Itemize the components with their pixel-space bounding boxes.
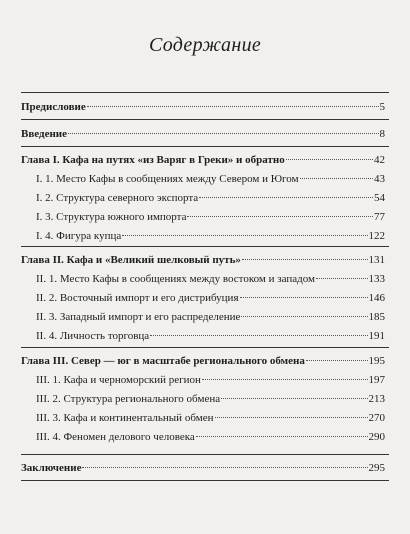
toc-entry-section <box>36 391 385 407</box>
toc-entry-page: 191 <box>368 330 385 342</box>
leader-dots <box>87 106 379 107</box>
toc-entry-section <box>36 228 385 244</box>
leader-dots <box>215 417 368 418</box>
toc-entry-label: III. 3. Кафа и континентальный обмен <box>36 412 214 424</box>
page-title: Содержание <box>148 34 262 56</box>
leader-dots <box>316 278 368 279</box>
toc-entry-page: 54 <box>374 192 385 204</box>
leader-dots <box>286 159 373 160</box>
toc-entry-introduction <box>21 126 385 142</box>
toc-entry-section <box>36 190 385 206</box>
toc-entry-page: 295 <box>368 462 385 474</box>
toc-entry-conclusion <box>21 460 385 476</box>
toc-entry-page: 270 <box>368 412 385 424</box>
toc-entry-chapter-2 <box>21 252 385 268</box>
toc-entry-label: I. 4. Фигура купца <box>36 230 122 242</box>
toc-entry-page: 213 <box>368 393 385 405</box>
leader-dots <box>199 197 373 198</box>
toc-entry-label: II. 4. Личность торговца <box>36 330 150 342</box>
toc-entry-label: III. 4. Феномен делового человека <box>36 431 195 443</box>
toc-entry-page: 197 <box>368 374 385 386</box>
leader-dots <box>187 216 373 217</box>
toc-entry-section <box>36 372 385 388</box>
leader-dots <box>306 360 368 361</box>
toc-entry-page: 146 <box>368 292 385 304</box>
toc-entry-page: 43 <box>374 173 385 185</box>
toc-entry-preface <box>21 99 385 115</box>
leader-dots <box>122 235 367 236</box>
leader-dots <box>82 467 367 468</box>
toc-entry-label: Введение <box>21 128 68 140</box>
toc-entry-page: 8 <box>379 128 385 140</box>
toc-entry-label: I. 2. Структура северного экспорта <box>36 192 199 204</box>
leader-dots <box>240 297 368 298</box>
toc-entry-section <box>36 209 385 225</box>
toc-entry-label: III. 2. Структура регионального обмена <box>36 393 221 405</box>
divider <box>21 119 389 120</box>
toc-entry-chapter-3 <box>21 353 385 369</box>
divider <box>21 347 389 348</box>
toc-entry-page: 131 <box>368 254 385 266</box>
toc-entry-section <box>36 271 385 287</box>
leader-dots <box>241 316 367 317</box>
toc-entry-section <box>36 429 385 445</box>
toc-entry-page: 5 <box>379 101 385 113</box>
toc-entry-section <box>36 309 385 325</box>
leader-dots <box>68 133 378 134</box>
leader-dots <box>196 436 368 437</box>
toc-entry-label: I. 3. Структура южного импорта <box>36 211 187 223</box>
toc-entry-label: III. 1. Кафа и черноморский регион <box>36 374 201 386</box>
toc-entry-label: II. 3. Западный импорт и его распределение <box>36 311 241 323</box>
toc-entry-section <box>36 328 385 344</box>
toc-entry-section <box>36 290 385 306</box>
toc-entry-label: Глава I. Кафа на путях «из Варяг в Греки» и обратно <box>21 154 285 166</box>
toc-entry-page: 77 <box>374 211 385 223</box>
toc-entry-page: 122 <box>368 230 385 242</box>
leader-dots <box>300 178 373 179</box>
toc-entry-section <box>36 171 385 187</box>
toc-entry-label: II. 2. Восточный импорт и его дистрибуция <box>36 292 239 304</box>
leader-dots <box>150 335 367 336</box>
toc-entry-label: I. 1. Место Кафы в сообщениях между Севером и Югом <box>36 173 299 185</box>
toc-entry-page: 185 <box>368 311 385 323</box>
toc-entry-chapter-1 <box>21 152 385 168</box>
divider <box>21 92 389 93</box>
toc-entry-page: 290 <box>368 431 385 443</box>
leader-dots <box>202 379 368 380</box>
leader-dots <box>221 398 367 399</box>
divider <box>21 480 389 481</box>
toc-entry-label: II. 1. Место Кафы в сообщениях между востоком и западом <box>36 273 315 285</box>
leader-dots <box>242 259 368 260</box>
toc-entry-section <box>36 410 385 426</box>
toc-entry-label: Заключение <box>21 462 82 474</box>
divider <box>21 246 389 247</box>
toc-entry-page: 195 <box>368 355 385 367</box>
toc-entry-label: Предисловие <box>21 101 86 113</box>
divider <box>21 454 389 455</box>
toc-entry-label: Глава III. Север — юг в масштабе регионального обмена <box>21 355 305 367</box>
toc-entry-label: Глава II. Кафа и «Великий шелковый путь» <box>21 254 241 266</box>
divider <box>21 146 389 147</box>
toc-entry-page: 133 <box>368 273 385 285</box>
toc-entry-page: 42 <box>374 154 385 166</box>
